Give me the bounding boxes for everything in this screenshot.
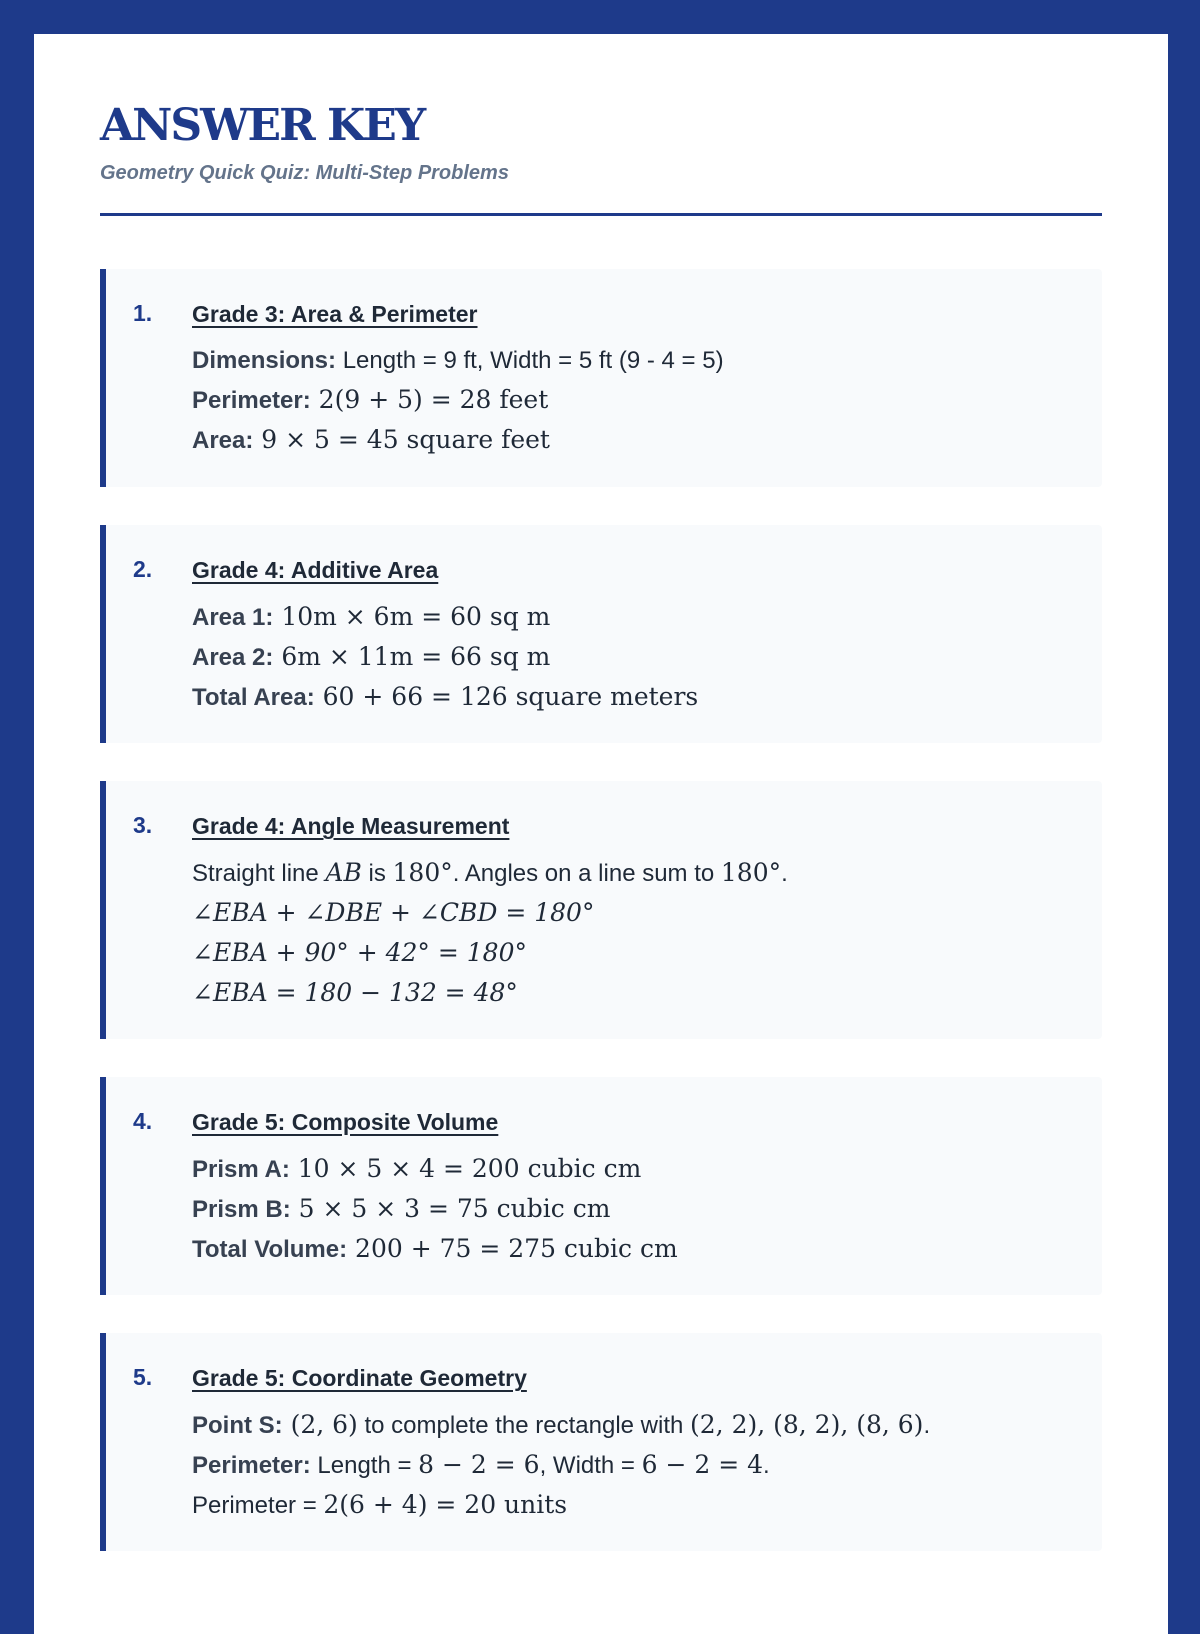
problem-card bbox=[100, 781, 1102, 1039]
math-expression: 2(9 + 5) = 28 feet bbox=[310, 385, 549, 414]
solution-line bbox=[192, 1445, 1082, 1485]
solution-line bbox=[192, 933, 1082, 973]
line-label: Point S: bbox=[192, 1412, 283, 1439]
line-label: Prism A: bbox=[192, 1156, 290, 1183]
solution-line bbox=[192, 973, 1082, 1013]
line-label: Perimeter: bbox=[192, 387, 311, 414]
line-label: Perimeter: bbox=[192, 1452, 311, 1479]
math-expression: (2, 2), (8, 2), (8, 6) bbox=[690, 1410, 924, 1439]
line-text: , Width = bbox=[539, 1452, 642, 1479]
line-text: Length = bbox=[310, 1452, 419, 1479]
math-expression: 8 − 2 = 6 bbox=[418, 1450, 540, 1479]
math-expression: ∠EBA + 90° + 42° = 180° bbox=[192, 938, 527, 967]
math-expression: 60 + 66 = 126 square meters bbox=[314, 682, 699, 711]
problem-number: 1. bbox=[133, 300, 153, 326]
line-label: Area 2: bbox=[192, 644, 274, 671]
line-text: to complete the rectangle with bbox=[357, 1412, 691, 1439]
math-expression: 180° bbox=[392, 858, 453, 887]
math-expression: ∠EBA + ∠DBE + ∠CBD = 180° bbox=[192, 898, 595, 927]
header-divider bbox=[100, 213, 1102, 216]
problem-card bbox=[100, 269, 1102, 487]
line-label: Dimensions: bbox=[192, 347, 337, 374]
solution-line bbox=[192, 380, 1082, 420]
solution-line bbox=[192, 1149, 1082, 1189]
problem-number: 2. bbox=[133, 556, 153, 582]
problem-heading: Grade 4: Angle Measurement bbox=[192, 813, 510, 839]
problem-heading: Grade 4: Additive Area bbox=[192, 557, 439, 583]
problem-list bbox=[100, 269, 1102, 1551]
problem-number: 3. bbox=[133, 812, 153, 838]
solution-line bbox=[192, 1405, 1082, 1445]
math-expression: 6m × 11m = 66 sq m bbox=[273, 642, 551, 671]
solution-line bbox=[192, 1485, 1082, 1525]
math-expression: 6 − 2 = 4 bbox=[641, 1450, 764, 1479]
problem-number: 5. bbox=[133, 1364, 153, 1390]
line-label: Area 1: bbox=[192, 604, 274, 631]
line-text: . bbox=[763, 1452, 770, 1479]
math-expression: 9 × 5 = 45 square feet bbox=[253, 425, 550, 454]
math-expression: 5 × 5 × 3 = 75 cubic cm bbox=[290, 1194, 611, 1223]
line-text: . Angles on a line sum to bbox=[452, 860, 721, 887]
math-expression: 10m × 6m = 60 sq m bbox=[273, 602, 551, 631]
line-text: . bbox=[781, 860, 788, 887]
solution-line bbox=[192, 1229, 1082, 1269]
line-text: Perimeter = bbox=[192, 1492, 324, 1519]
problem-card bbox=[100, 1333, 1102, 1551]
solution-line bbox=[192, 597, 1082, 637]
solution-line bbox=[192, 341, 1082, 380]
solution-line bbox=[192, 893, 1082, 933]
line-text: Straight line bbox=[192, 860, 326, 887]
problem-card bbox=[100, 525, 1102, 743]
line-text: . bbox=[923, 1412, 931, 1439]
math-expression: 2(6 + 4) = 20 units bbox=[323, 1490, 568, 1519]
line-label: Total Area: bbox=[192, 684, 315, 711]
line-label: Prism B: bbox=[192, 1196, 291, 1223]
problem-heading: Grade 5: Coordinate Geometry bbox=[192, 1365, 527, 1391]
line-text: is bbox=[361, 860, 393, 887]
line-label: Area: bbox=[192, 427, 254, 454]
problem-heading: Grade 5: Composite Volume bbox=[192, 1109, 499, 1135]
answer-key-sheet bbox=[34, 34, 1168, 1634]
math-expression: 10 × 5 × 4 = 200 cubic cm bbox=[289, 1154, 642, 1183]
page-title: ANSWER KEY bbox=[100, 100, 425, 151]
solution-line bbox=[192, 677, 1082, 717]
solution-line bbox=[192, 1189, 1082, 1229]
math-expression: ∠EBA = 180 − 132 = 48° bbox=[192, 978, 518, 1007]
math-expression: 200 + 75 = 275 cubic cm bbox=[347, 1234, 678, 1263]
problem-card bbox=[100, 1077, 1102, 1295]
solution-line bbox=[192, 637, 1082, 677]
line-label: Total Volume: bbox=[192, 1236, 348, 1263]
problem-heading: Grade 3: Area & Perimeter bbox=[192, 301, 478, 327]
line-text: Length = 9 ft, Width = 5 ft (9 - 4 = 5) bbox=[336, 347, 724, 374]
solution-line bbox=[192, 853, 1082, 893]
math-expression: (2, 6) bbox=[282, 1410, 358, 1439]
math-expression: 180° bbox=[720, 858, 782, 887]
solution-line bbox=[192, 420, 1082, 460]
problem-number: 4. bbox=[133, 1108, 153, 1134]
page-subtitle: Geometry Quick Quiz: Multi-Step Problems bbox=[100, 162, 509, 184]
math-expression: AB bbox=[325, 858, 362, 887]
